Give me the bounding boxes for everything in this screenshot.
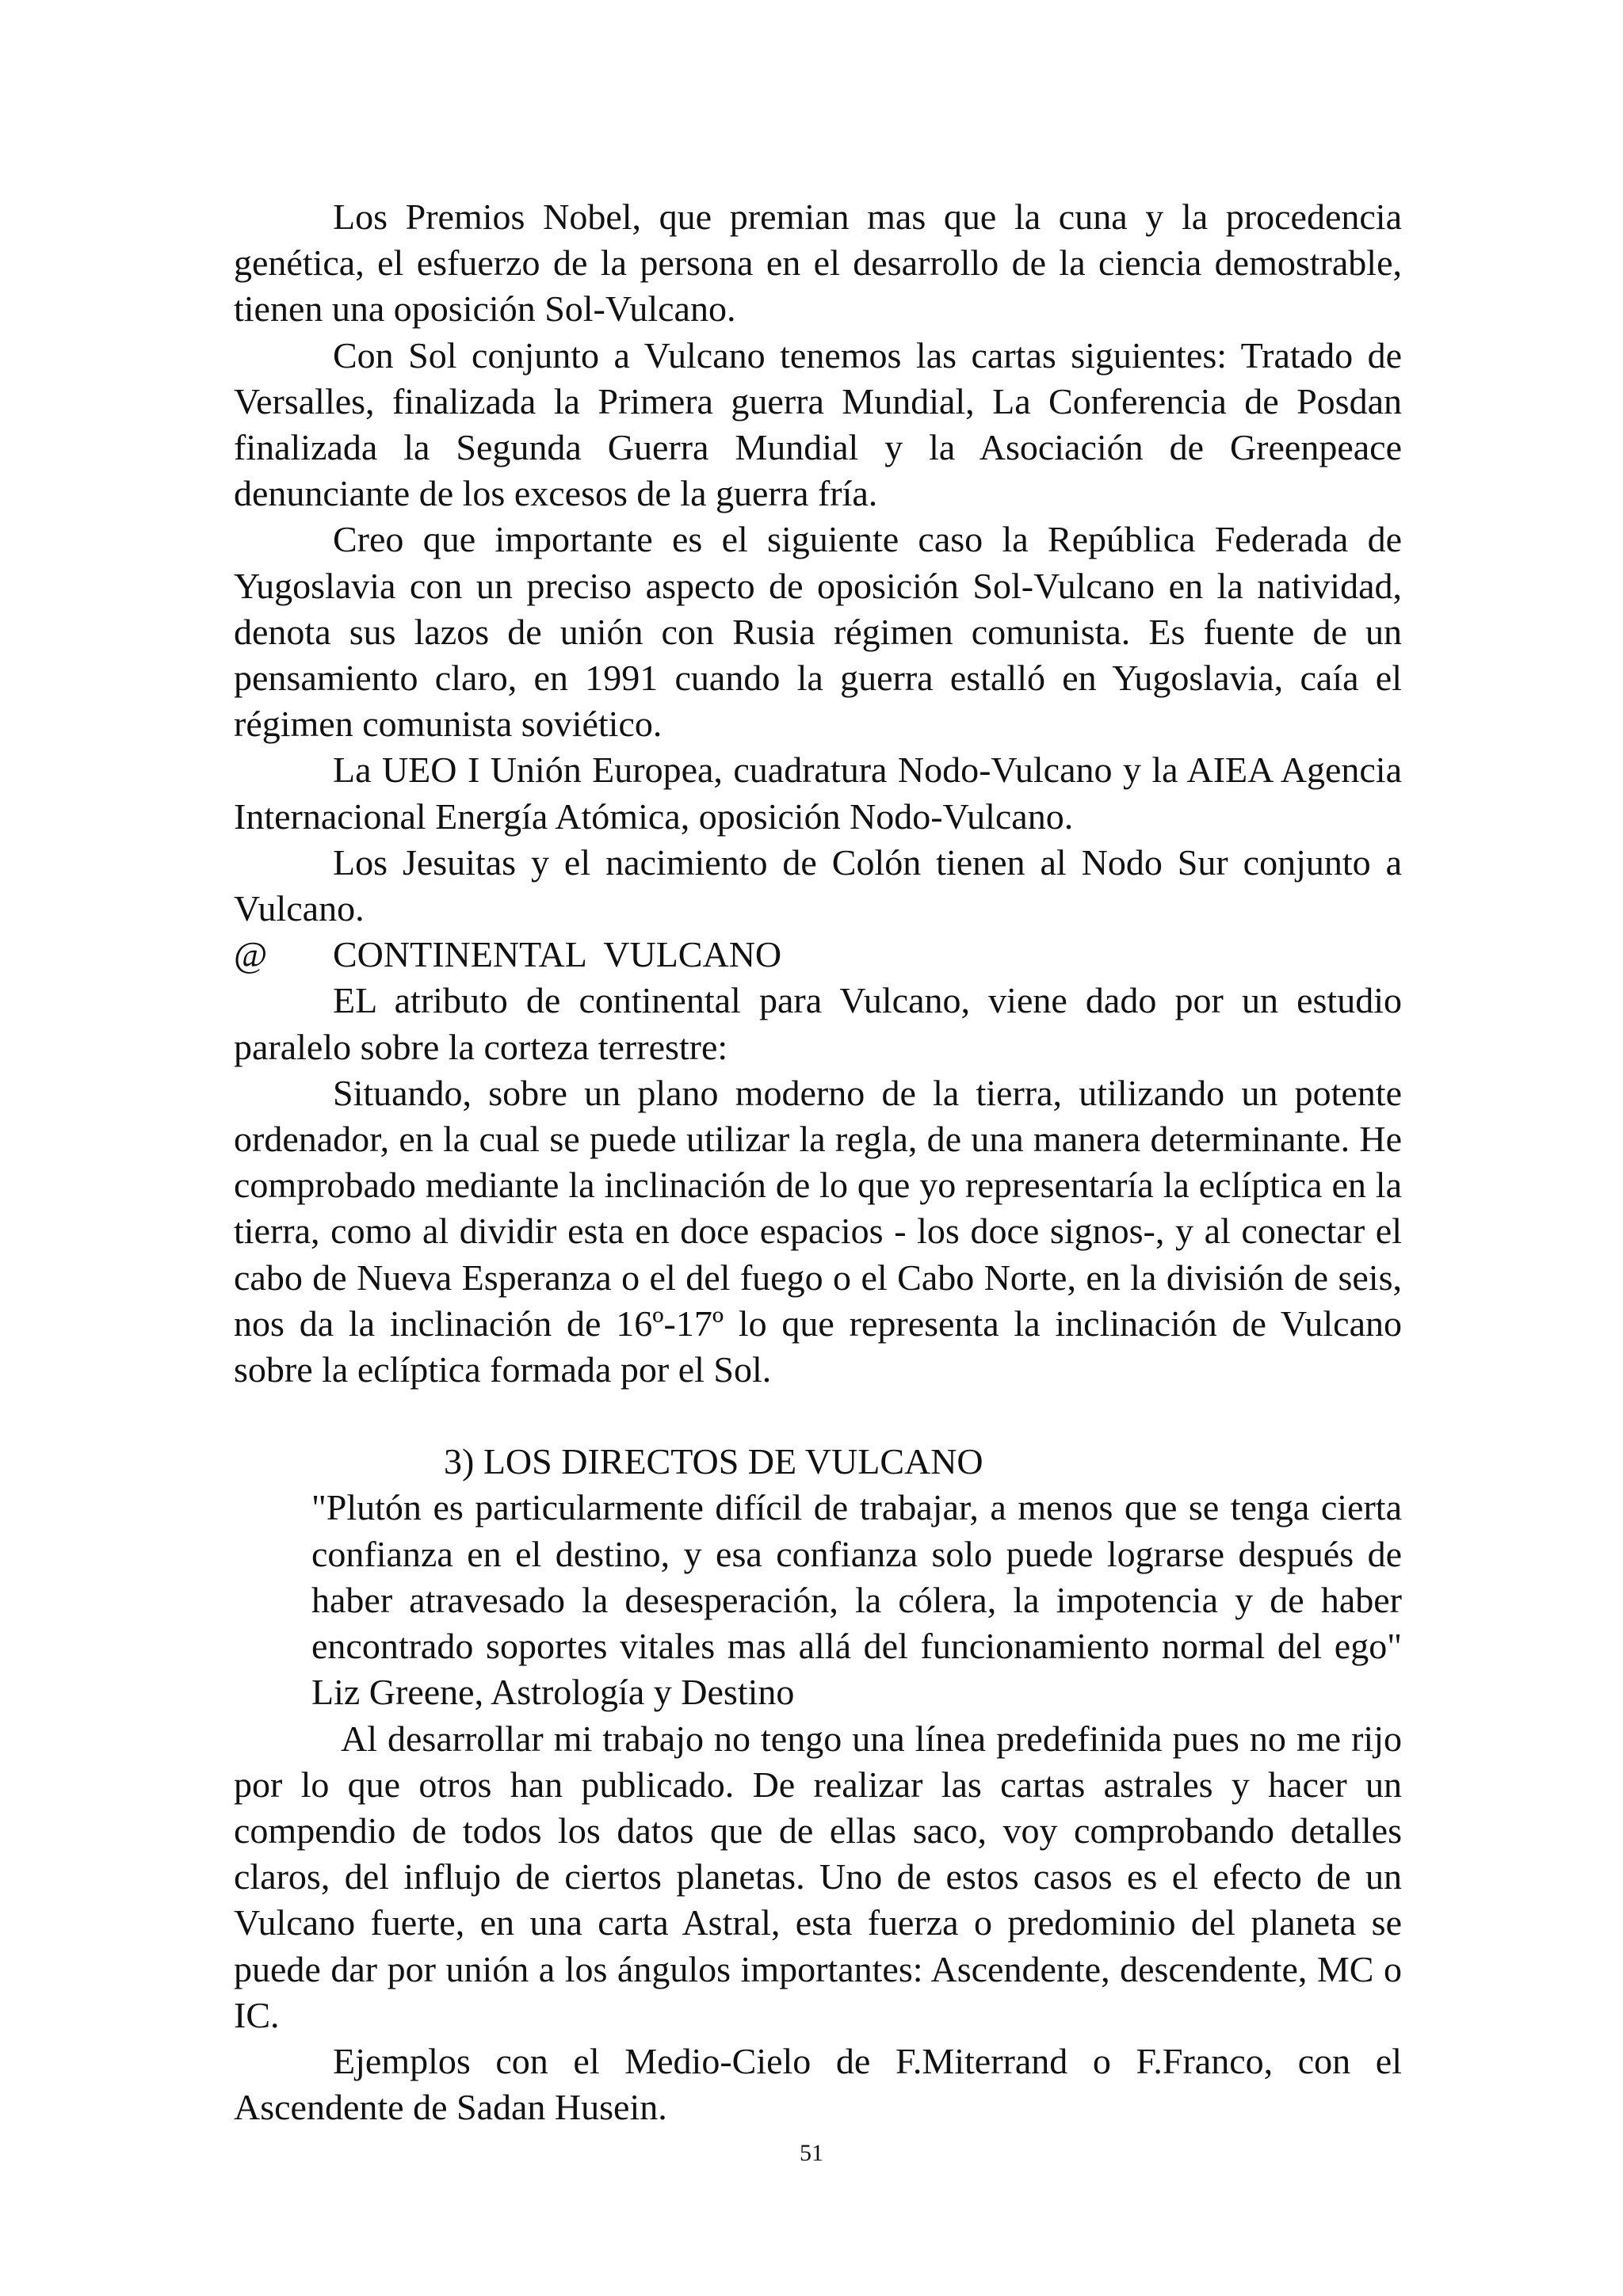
paragraph-ueo: La UEO I Unión Europea, cuadratura Nodo-Vulcano y la AIEA Agencia Internacional Energía Atómica, oposición Nodo-Vulcano. <box>234 749 1402 837</box>
paragraph-yugoslavia: Creo que importante es el siguiente caso la República Federada de Yugoslavia con un preciso aspecto de oposición Sol-Vulcano en la natividad, denota sus lazos de unión con Rusia régimen comunista. Es fuente de un pensamiento claro, en 1991 cuando la guerra estalló en Yugoslavia, caía el régimen comunista soviético. <box>234 519 1402 745</box>
section-title-directos: 3) LOS DIRECTOS DE VULCANO <box>444 1441 983 1482</box>
paragraph-sol-conjunto: Con Sol conjunto a Vulcano tenemos las cartas siguientes: Tratado de Versalles, finalizada la Primera guerra Mundial, La Conferencia de Posdan finalizada la Segunda Guerra Mundial y la Asociación de Greenpeace denunciante de los excesos de la guerra fría. <box>234 334 1402 514</box>
paragraph-jesuitas: Los Jesuitas y el nacimiento de Colón tienen al Nodo Sur conjunto a Vulcano. <box>234 841 1402 929</box>
paragraph-ejemplos: Ejemplos con el Medio-Cielo de F.Miterrand o F.Franco, con el Ascendente de Sadan Husein. <box>234 2040 1402 2128</box>
at-symbol: @ <box>234 934 268 975</box>
continental-heading <box>234 932 1402 978</box>
paragraph-nobel: Los Premios Nobel, que premian mas que la cuna y la procedencia genética, el esfuerzo de la persona en el desarrollo de la ciencia demostrable, tienen una oposición Sol-Vulcano. <box>234 196 1402 330</box>
quote-liz-greene: "Plutón es particularmente difícil de trabajar, a menos que se tenga cierta confianza en el destino, y esa confianza solo puede lograrse después de haber atravesado la desesperación, la cólera, la impotencia y de haber encontrado soportes vitales mas allá del funcionamiento normal del ego" Liz Greene, Astrología y Destino <box>311 1487 1402 1713</box>
paragraph-continental-situando: Situando, sobre un plano moderno de la tierra, utilizando un potente ordenador, en la cual se puede utilizar la regla, de una manera determinante. He comprobado mediante la inclinación de lo que yo representaría la eclíptica en la tierra, como al dividir esta en doce espacios - los doce signos-, y al conectar el cabo de Nueva Esperanza o el del fuego o el Cabo Norte, en la división de seis, nos da la inclinación de 16º-17º lo que representa la inclinación de Vulcano sobre la eclíptica formada por el Sol. <box>234 1072 1402 1390</box>
paragraph-continental-atributo: EL atributo de continental para Vulcano, viene dado por un estudio paralelo sobre la corteza terrestre: <box>234 980 1402 1067</box>
paragraph-desarrollar: Al desarrollar mi trabajo no tengo una línea predefinida pues no me rijo por lo que otros han publicado. De realizar las cartas astrales y hacer un compendio de todos los datos que de ellas saco, voy comprobando detalles claros, del influjo de ciertos planetas. Uno de estos casos es el efecto de un Vulcano fuerte, en una carta Astral, esta fuerza o predominio del planeta se puede dar por unión a los ángulos importantes: Ascendente, descendente, MC o IC. <box>234 1718 1402 2035</box>
continental-heading-text: CONTINENTAL VULCANO <box>333 934 782 975</box>
body-text <box>234 194 1402 2130</box>
page-number: 51 <box>800 2140 823 2166</box>
